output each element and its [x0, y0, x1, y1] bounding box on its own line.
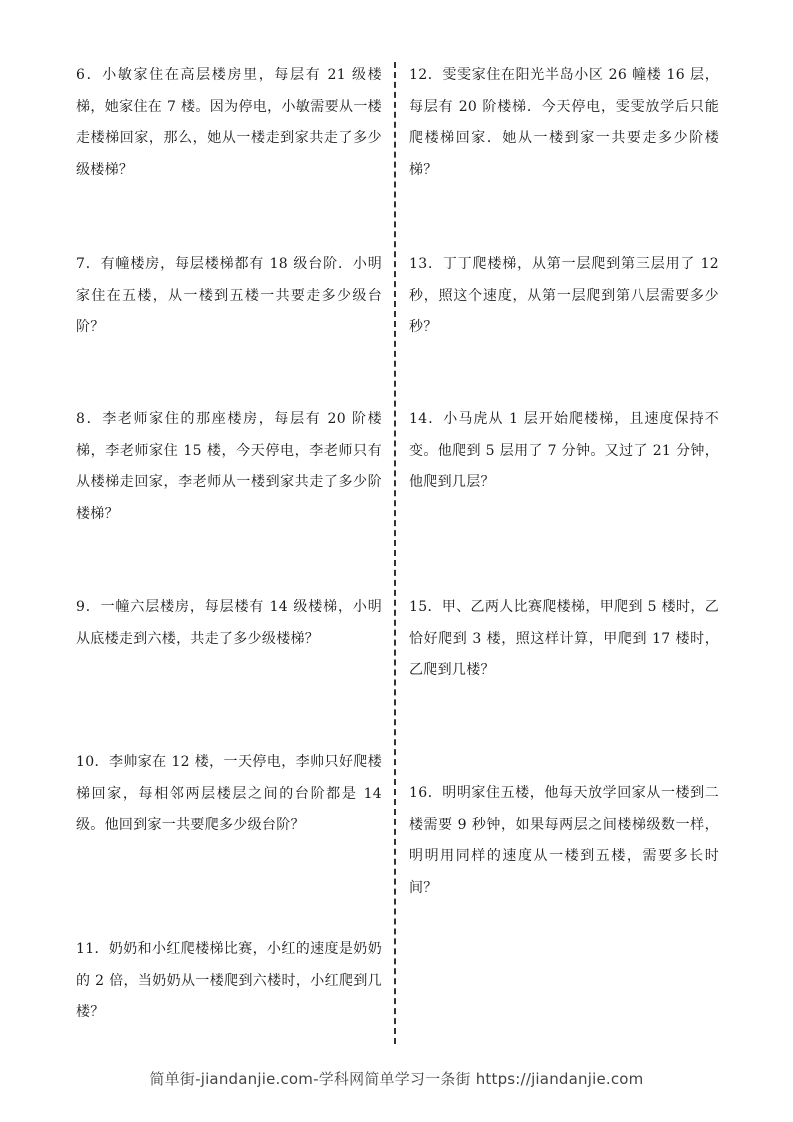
column-divider: [394, 62, 396, 1044]
problem-14: 14．小马虎从 1 层开始爬楼梯，且速度保持不变。他爬到 5 层用了 7 分钟。又过了 21 分钟，他爬到几层？: [409, 411, 719, 490]
problem-6: 6．小敏家住在高层楼房里，每层有 21 级楼梯，她家住在 7 楼。因为停电，小敏需要从一楼走楼梯回家，那么，她从一楼走到家共走了多少级楼梯？: [76, 67, 382, 178]
problem-9: 9．一幢六层楼房，每层楼有 14 级楼梯，小明从底楼走到六楼，共走了多少级楼梯？: [76, 599, 382, 647]
problem-15: 15．甲、乙两人比赛爬楼梯，甲爬到 5 楼时，乙恰好爬到 3 楼，照这样计算，甲爬到 17 楼时，乙爬到几楼？: [409, 599, 719, 678]
problem-12: 12．雯雯家住在阳光半岛小区 26 幢楼 16 层，每层有 20 阶楼梯．今天停电，雯雯放学后只能爬楼梯回家．她从一楼到家一共要走多少阶楼梯？: [409, 67, 719, 178]
problem-13: 13．丁丁爬楼梯，从第一层爬到第三层用了 12 秒，照这个速度，从第一层爬到第八层需要多少秒？: [409, 256, 719, 335]
problem-10: 10．李帅家在 12 楼，一天停电，李帅只好爬楼梯回家，每相邻两层楼层之间的台阶都是 14 级。他回到家一共要爬多少级台阶？: [76, 754, 382, 833]
problem-7: 7．有幢楼房，每层楼梯都有 18 级台阶．小明家住在五楼，从一楼到五楼一共要走多少级台阶？: [76, 256, 382, 335]
problem-11: 11．奶奶和小红爬楼梯比赛，小红的速度是奶奶的 2 倍，当奶奶从一楼爬到六楼时，小红爬到几楼？: [76, 941, 382, 1020]
page-footer: 简单街-jiandanjie.com-学科网简单学习一条街 https://jiandanjie.com: [149, 1070, 644, 1088]
problem-8: 8．李老师家住的那座楼房，每层有 20 阶楼梯，李老师家住 15 楼，今天停电，李老师只有从楼梯走回家，李老师从一楼到家共走了多少阶楼梯？: [76, 411, 382, 522]
problem-16: 16．明明家住五楼，他每天放学回家从一楼到二楼需要 9 秒钟，如果每两层之间楼梯级数一样，明明用同样的速度从一楼到五楼，需要多长时间？: [409, 785, 719, 896]
